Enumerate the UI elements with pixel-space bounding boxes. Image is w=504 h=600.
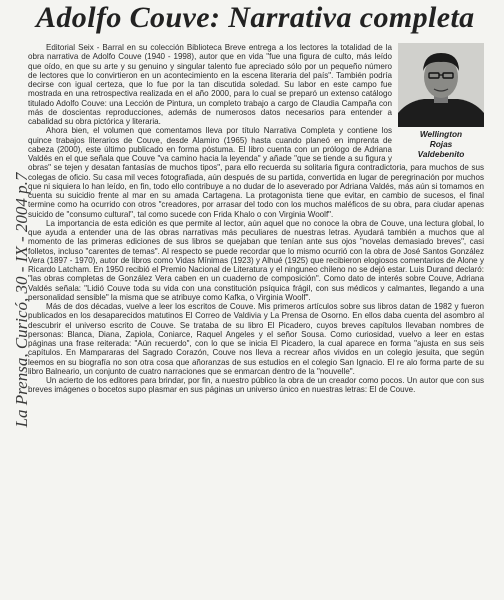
paragraph: Un acierto de los editores para brindar, por fin, a nuestro público la obra de un creador como pocos. Un autor que con sus breves imágenes o bocetos supo plasmar en sus páginas un universo único en nuestras letras: El de Couve. bbox=[28, 376, 484, 395]
handwritten-source-note: La Prensa, Curicó, 30 - IX - 2004 p.7 bbox=[12, 172, 31, 428]
author-photo-block bbox=[398, 43, 484, 157]
paragraph: La importancia de esta edición es que permite al lector, aún aquel que no conoce la obra de Couve, una lectura global, lo que ayuda a entender una de las obras narrativas más peculiares de nuestras letras. Ayudará también a muchos que al momento de las primeras ediciones de sus libros se quejaban que tenían ante sus ojos "novelas demasiado breves", casi folletos, incluso "carentes de temas". Al respecto se puede recordar que lo mismo ocurrió con la obra de José Santos González Vera (1897 - 1970), autor de libros como Vidas Mínimas (1923) y Alhué (1925) que recibieron elogiosos comentarios de Alone y Ricardo Latcham. En 1950 recibió el Premio Nacional de Literatura y el ninguneo chileno no se dejó estar. Luis Durand declaró: "las obras completas de González Vera caben en un cuaderno de composición". Como dato de interés sobre Couve, Adriana Valdés señala: "Lidió Couve toda su vida con una constitución psíquica frágil, con sus médicos y calmantes, llegando a una personalidad sensible" la misma que se atribuye como Kafka, o Virginia Woolf". bbox=[28, 218, 484, 302]
photo-caption bbox=[398, 129, 484, 159]
caption-line: Valdebenito bbox=[417, 149, 465, 159]
caption-line: Rojas bbox=[429, 139, 453, 149]
caption-line: Wellington bbox=[419, 129, 463, 139]
paragraph: Editorial Seix - Barral en su colección Biblioteca Breve entrega a los lectores la totalidad de la obra narrativa de Adolfo Couve (1940 - 1998), autor que en vida "fue una figura de culto, más leído que oído, en que su arte y su genuino y singular talento fue apreciado sólo por un pequeño número de lectores que lo convirtieron en un acontecimiento en la escena literaria del país". También podría decirse con igual certeza, que lo fue por la tan discutida soledad. Su labor en este campo fue mostrada en una retrospectiva realizada en el año 2000, para lo cual se preparó un extenso catálogo titulado Adolfo Couve: una Lección de Pintura, un completo trabajo a cargo de Claudia Campaña con más de doscientas reproducciones, además de numerosos datos necesarios para entender a cabalidad su obra pictórica y literaria. bbox=[28, 43, 392, 126]
portrait-silhouette-icon bbox=[398, 43, 484, 127]
paragraph: Ahora bien, el volumen que comentamos lleva por título Narrativa Completa y contiene los quince trabajos literarios de Couve, desde Alamiro (1965) hasta cuando planeó en imprenta de cabeza (2000), este último publicado en forma póstuma. El libro cuenta con un prólogo de Adriana Valdés en el que señala que Couve "va camino hacia la leyenda" y añade "que se tiende a su figura y obras" se tejen y desatan fantasías de muchos tipos", para ello recuerda su solitaria figura contradictoria, para muchos de sus colegas de oficio. Su casa mil veces fotografiada, aún después de su partida, convertida en lugar de peregrinación por muchos que ni siquiera lo han leído, en fin, todo ello contribuye a no dudar de lo aseverado por Adriana Valdés, más aún si tomamos en cuenta su suicidio frente al mar en su amada Cartagena. La protagonista tiene que evitar, en cambio de sucesos, el final termine como ha ocurrido con otros "creadores, por arrasar del todo con los muchos maléficos de su obra, para ciudar apenas suicido de "consumo cultural", tal como sucede con Frida Khalo o con Virginia Woolf". bbox=[28, 126, 484, 219]
article-body bbox=[28, 43, 484, 395]
paragraph: Más de dos décadas, vuelve a leer los escritos de Couve. Mis primeros artículos sobre sus libros datan de 1982 y fueron publicados en los desaparecidos matutinos El Correo de Valdivia y La Prensa de Osorno. En ellos daba cuenta del asombro al descubrir el universo escrito de Couve. Se trataba de su libro El Picadero, cuyos breves capítulos llevaban nombres de personas: Blanca, Diana, Zapiola, Coniarce, Raquel Angeles y el señor Sousa. Como curiosidad, vuelvo a leer en estas páginas una frase reiterada: "Aún recuerdo", con lo que se inicia El Picadero, la cual aparece en forma "ajusta en sus seis capítulos. En Mampararas del Sagrado Corazón, Couve nos lleva a recrear años vividos en un colegio jesuita, que según leemos en su biografía no son otra cosa que añoranzas de sus estudios en el colegio San Ignacio. El re alo forma parte de su libro Balneario, un conjunto de cuatro narraciones que se enmarcan dentro de la "nouvelle". bbox=[28, 302, 484, 376]
article-title: Adolfo Couve: Narrativa completa bbox=[36, 1, 475, 34]
author-portrait-image bbox=[398, 43, 484, 127]
